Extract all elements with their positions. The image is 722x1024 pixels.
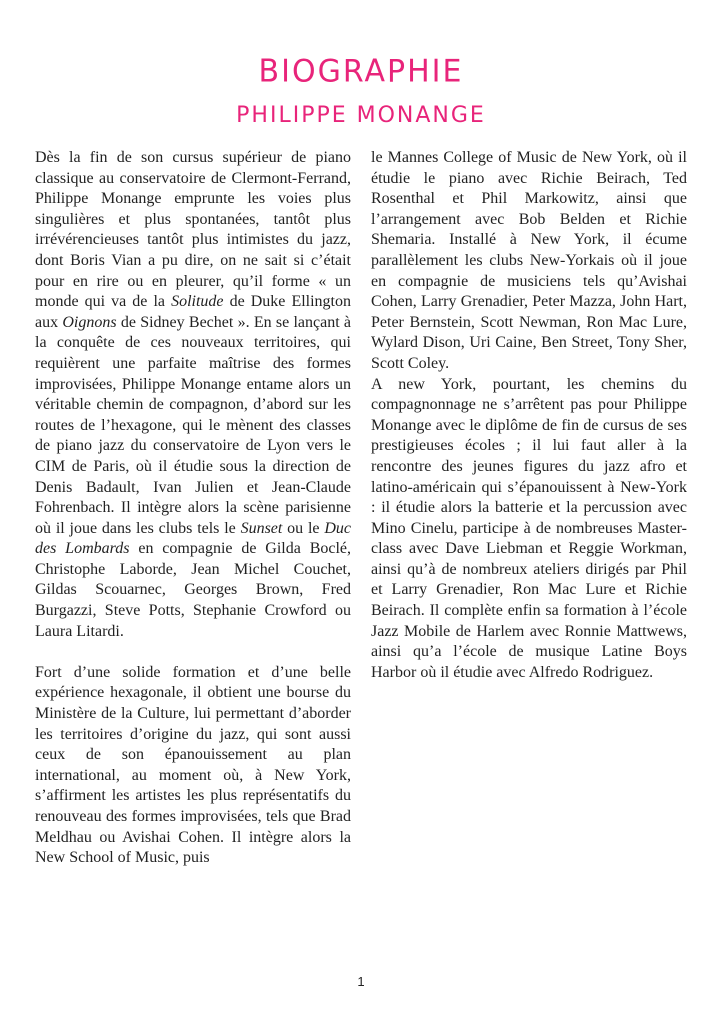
page-subtitle: PHILIPPE MONANGE — [236, 103, 486, 128]
italic-title: Duc des Lombards — [35, 519, 351, 558]
paragraph-afro-latino: A new York, pourtant, les chemins du compagnonnage ne s’arrêtent pas pour Philippe Monange avec le diplôme de fin de cursus de ses prestigieuses écoles ; il lui faut aller à la rencontre des jeunes figures du jazz afro et latino-américain qui s’épanouissent à New-York : il étudie alors la batterie et la percussion avec Mino Cinelu, participe à de nombreuses Master-class avec Dave Liebman et Reggie Workman, ainsi qu’à de nombreux ateliers dirigés par Phil et Larry Grenadier, Ron Mac Lure et Richie Beirach. Il complète enfin sa formation à l’école Jazz Mobile de Harlem avec Ronnie Mattwews, ainsi qu’a l’école de musique Latine Boys Harbor où il étudie avec Alfredo Rodriguez. — [371, 375, 687, 681]
paragraph-new-york-continued: le Mannes College of Music de New York, où il étudie le piano avec Richie Beirach, Ted Rosenthal et Phil Markowitz, ainsi que l’arrangement avec Bob Belden et Richie Shemaria. Installé à New York, il écume parallèlement les clubs New-Yorkais où il joue en compagnie de musiciens tels qu’Avishai Cohen, Larry Grenadier, Peter Mazza, John Hart, Peter Bernstein, Scott Newman, Ron Mac Lure, Wylard Dison, Uri Caine, Ben Street, Tony Sher, Scott Coley. — [371, 149, 687, 372]
page-title: BIOGRAPHIE — [258, 53, 464, 90]
italic-title: Solitude — [171, 293, 224, 311]
paragraph-new-york: Fort d’une solide formation et d’une belle expérience hexagonale, il obtient une bourse du Ministère de la Culture, lui permettant d’aborder les territoires d’origine du jazz, qui sont aussi ceux de son épanouissement au plan international, au moment où, à New York, s’affirment les artistes les plus représentatifs du renouveau des formes improvisées, tels que Brad Meldhau ou Avishai Cohen. Il intègre alors la New School of Music, puis — [35, 663, 351, 867]
italic-title: Sunset — [240, 519, 283, 537]
left-column — [35, 148, 351, 869]
paragraph-gap — [35, 642, 351, 663]
italic-title: Oignons — [62, 313, 117, 331]
paragraph-training: Dès la fin de son cursus supérieur de piano classique au conservatoire de Clermont-Ferrand, Philippe Monange emprunte les voies plus singulières et plus spontanées, tantôt plus irrévérencieuses tantôt plus intimistes du jazz, dont Boris Vian a pu dire, on ne sait si c’était pour en rire ou en pleurer, qu’il forme « un monde qui va de la Solitude de Duke Ellington aux Oignons de Sidney Bechet ». En se lançant à la conquête de ces nouveaux territoires, qui requièrent une parfaite maîtrise des formes improvisées, Philippe Monange entame alors un véritable chemin de compagnon, d’abord sur les routes de l’hexagone, qui le mènent des classes de piano jazz du conservatoire de Lyon vers le CIM de Paris, où il étudie sous la direction de Denis Badault, Ivan Julien et Jean-Claude Fohrenbach. Il intègre alors la scène parisienne où il joue dans les clubs tels le Sunset ou le Duc des Lombards en compagnie de Gilda Boclé, Christophe Laborde, Jean Michel Couchet, Gildas Scouarnec, Georges Brown, Fred Burgazzi, Steve Potts, Stephanie Crowford ou Laura Litardi. — [35, 149, 352, 640]
page-number: 1 — [357, 974, 365, 989]
right-column — [371, 148, 687, 683]
